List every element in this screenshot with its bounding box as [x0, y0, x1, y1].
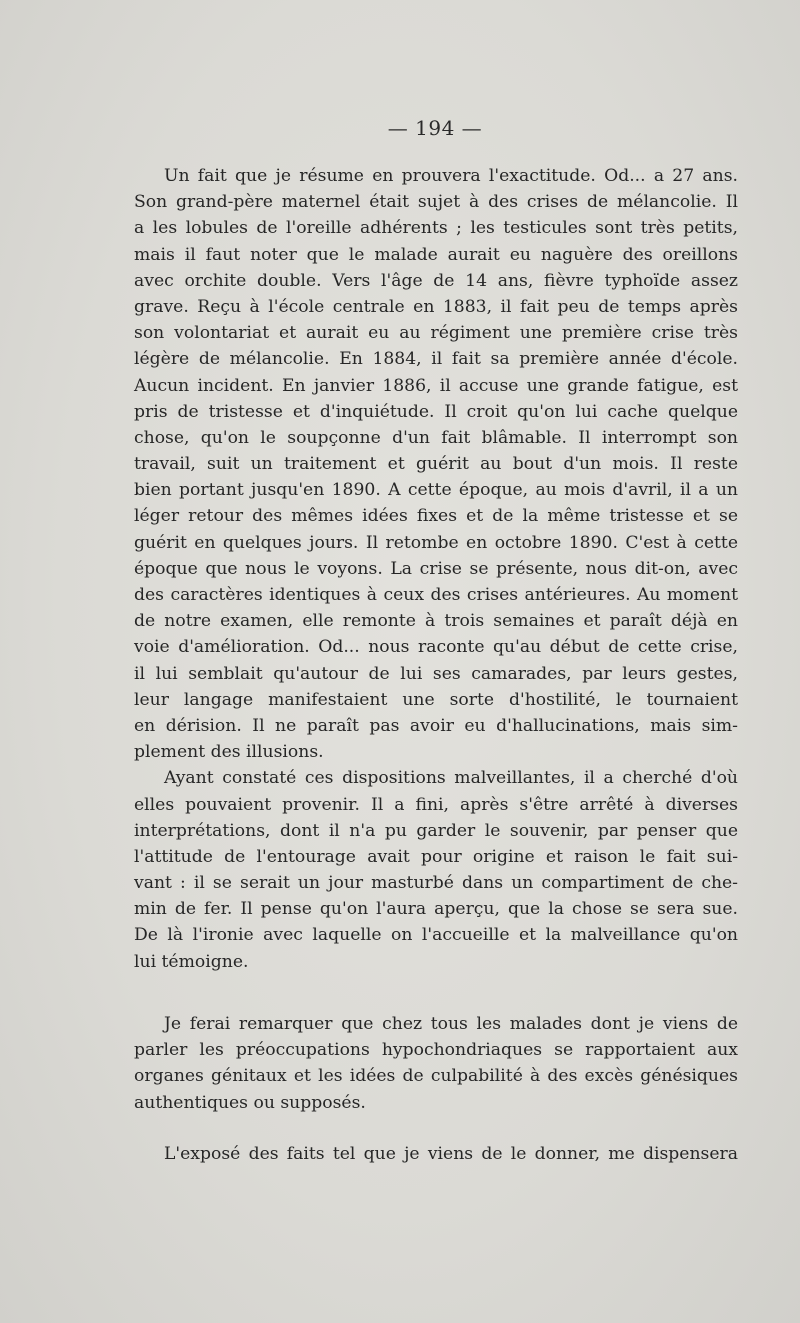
text-line: plement des illusions. [134, 742, 324, 763]
text-line: chose, qu'on le soupçonne d'un fait blâmable. Il interrompt son [134, 427, 738, 448]
text-line: Un fait que je résume en prouvera l'exactitude. Od... a 27 ans. [164, 166, 738, 186]
text-block-main [134, 163, 738, 975]
text-line: guérit en quelques jours. Il retombe en octobre 1890. C'est à cette [134, 532, 738, 553]
text-line: des caractères identiques à ceux des crises antérieures. Au moment [134, 585, 738, 605]
text-line: bien portant jusqu'en 1890. A cette époque, au mois d'avril, il a un [134, 480, 738, 501]
text-line: Aucun incident. En janvier 1886, il accuse une grande fatigue, est [134, 375, 738, 396]
text-line: léger retour des mêmes idées fixes et de la même tristesse et se [134, 506, 738, 527]
text-line: organes génitaux et les idées de culpabilité à des excès génésiques [134, 1066, 738, 1087]
text-line: elles pouvaient provenir. Il a fini, après s'être arrêté à diverses [134, 794, 738, 815]
text-line: voie d'amélioration. Od... nous raconte qu'au début de cette crise, [134, 637, 738, 658]
text-line: son volontariat et aurait eu au régiment une première crise très [134, 323, 738, 344]
text-line: a les lobules de l'oreille adhérents ; les testicules sont très petits, [134, 218, 738, 239]
text-line: il lui semblait qu'autour de lui ses camarades, par leurs gestes, [134, 663, 738, 684]
text-line: authentiques ou supposés. [134, 1092, 366, 1113]
text-line: De là l'ironie avec laquelle on l'accueille et la malveillance qu'on [134, 925, 738, 946]
paragraph-1 [134, 163, 738, 765]
text-line: vant : il se serait un jour masturbé dans un compartiment de che- [134, 873, 738, 894]
text-line: l'attitude de l'entourage avait pour origine et raison le fait sui- [134, 846, 738, 867]
paragraph-2 [134, 765, 738, 975]
text-line: L'exposé des faits tel que je viens de le donner, me dispensera [164, 1144, 738, 1164]
text-line: en dérision. Il ne paraît pas avoir eu d'hallucinations, mais sim- [134, 715, 738, 736]
text-line: min de fer. Il pense qu'on l'aura aperçu, que la chose se sera sue. [134, 899, 738, 920]
text-line: grave. Reçu à l'école centrale en 1883, il fait peu de temps après [134, 296, 738, 317]
text-line: de notre examen, elle remonte à trois semaines et paraît déjà en [134, 611, 738, 632]
text-line: Je ferai remarquer que chez tous les malades dont je viens de [164, 1014, 738, 1034]
page-number: — 194 — [387, 116, 483, 140]
text-line: parler les préoccupations hypochondriaques se rapportaient aux [134, 1040, 738, 1061]
text-line: légère de mélancolie. En 1884, il fait sa première année d'école. [134, 349, 738, 370]
text-line: Ayant constaté ces dispositions malveillantes, il a cherché d'où [164, 768, 738, 789]
paragraph-3 [134, 1011, 738, 1116]
text-line: interprétations, dont il n'a pu garder le souvenir, par penser que [134, 820, 738, 841]
paragraph-4 [134, 1141, 738, 1167]
text-line: pris de tristesse et d'inquiétude. Il croit qu'on lui cache quelque [134, 401, 738, 422]
text-line: avec orchite double. Vers l'âge de 14 ans, fièvre typhoïde assez [134, 270, 738, 291]
text-line: Son grand-père maternel était sujet à des crises de mélancolie. Il [134, 192, 738, 213]
text-line: mais il faut noter que le malade aurait eu naguère des oreillons [134, 244, 738, 265]
text-line: lui témoigne. [134, 951, 249, 972]
text-line: époque que nous le voyons. La crise se présente, nous dit-on, avec [134, 558, 738, 579]
text-line: leur langage manifestaient une sorte d'hostilité, le tournaient [134, 689, 738, 710]
text-line: travail, suit un traitement et guérit au bout d'un mois. Il reste [134, 454, 738, 475]
